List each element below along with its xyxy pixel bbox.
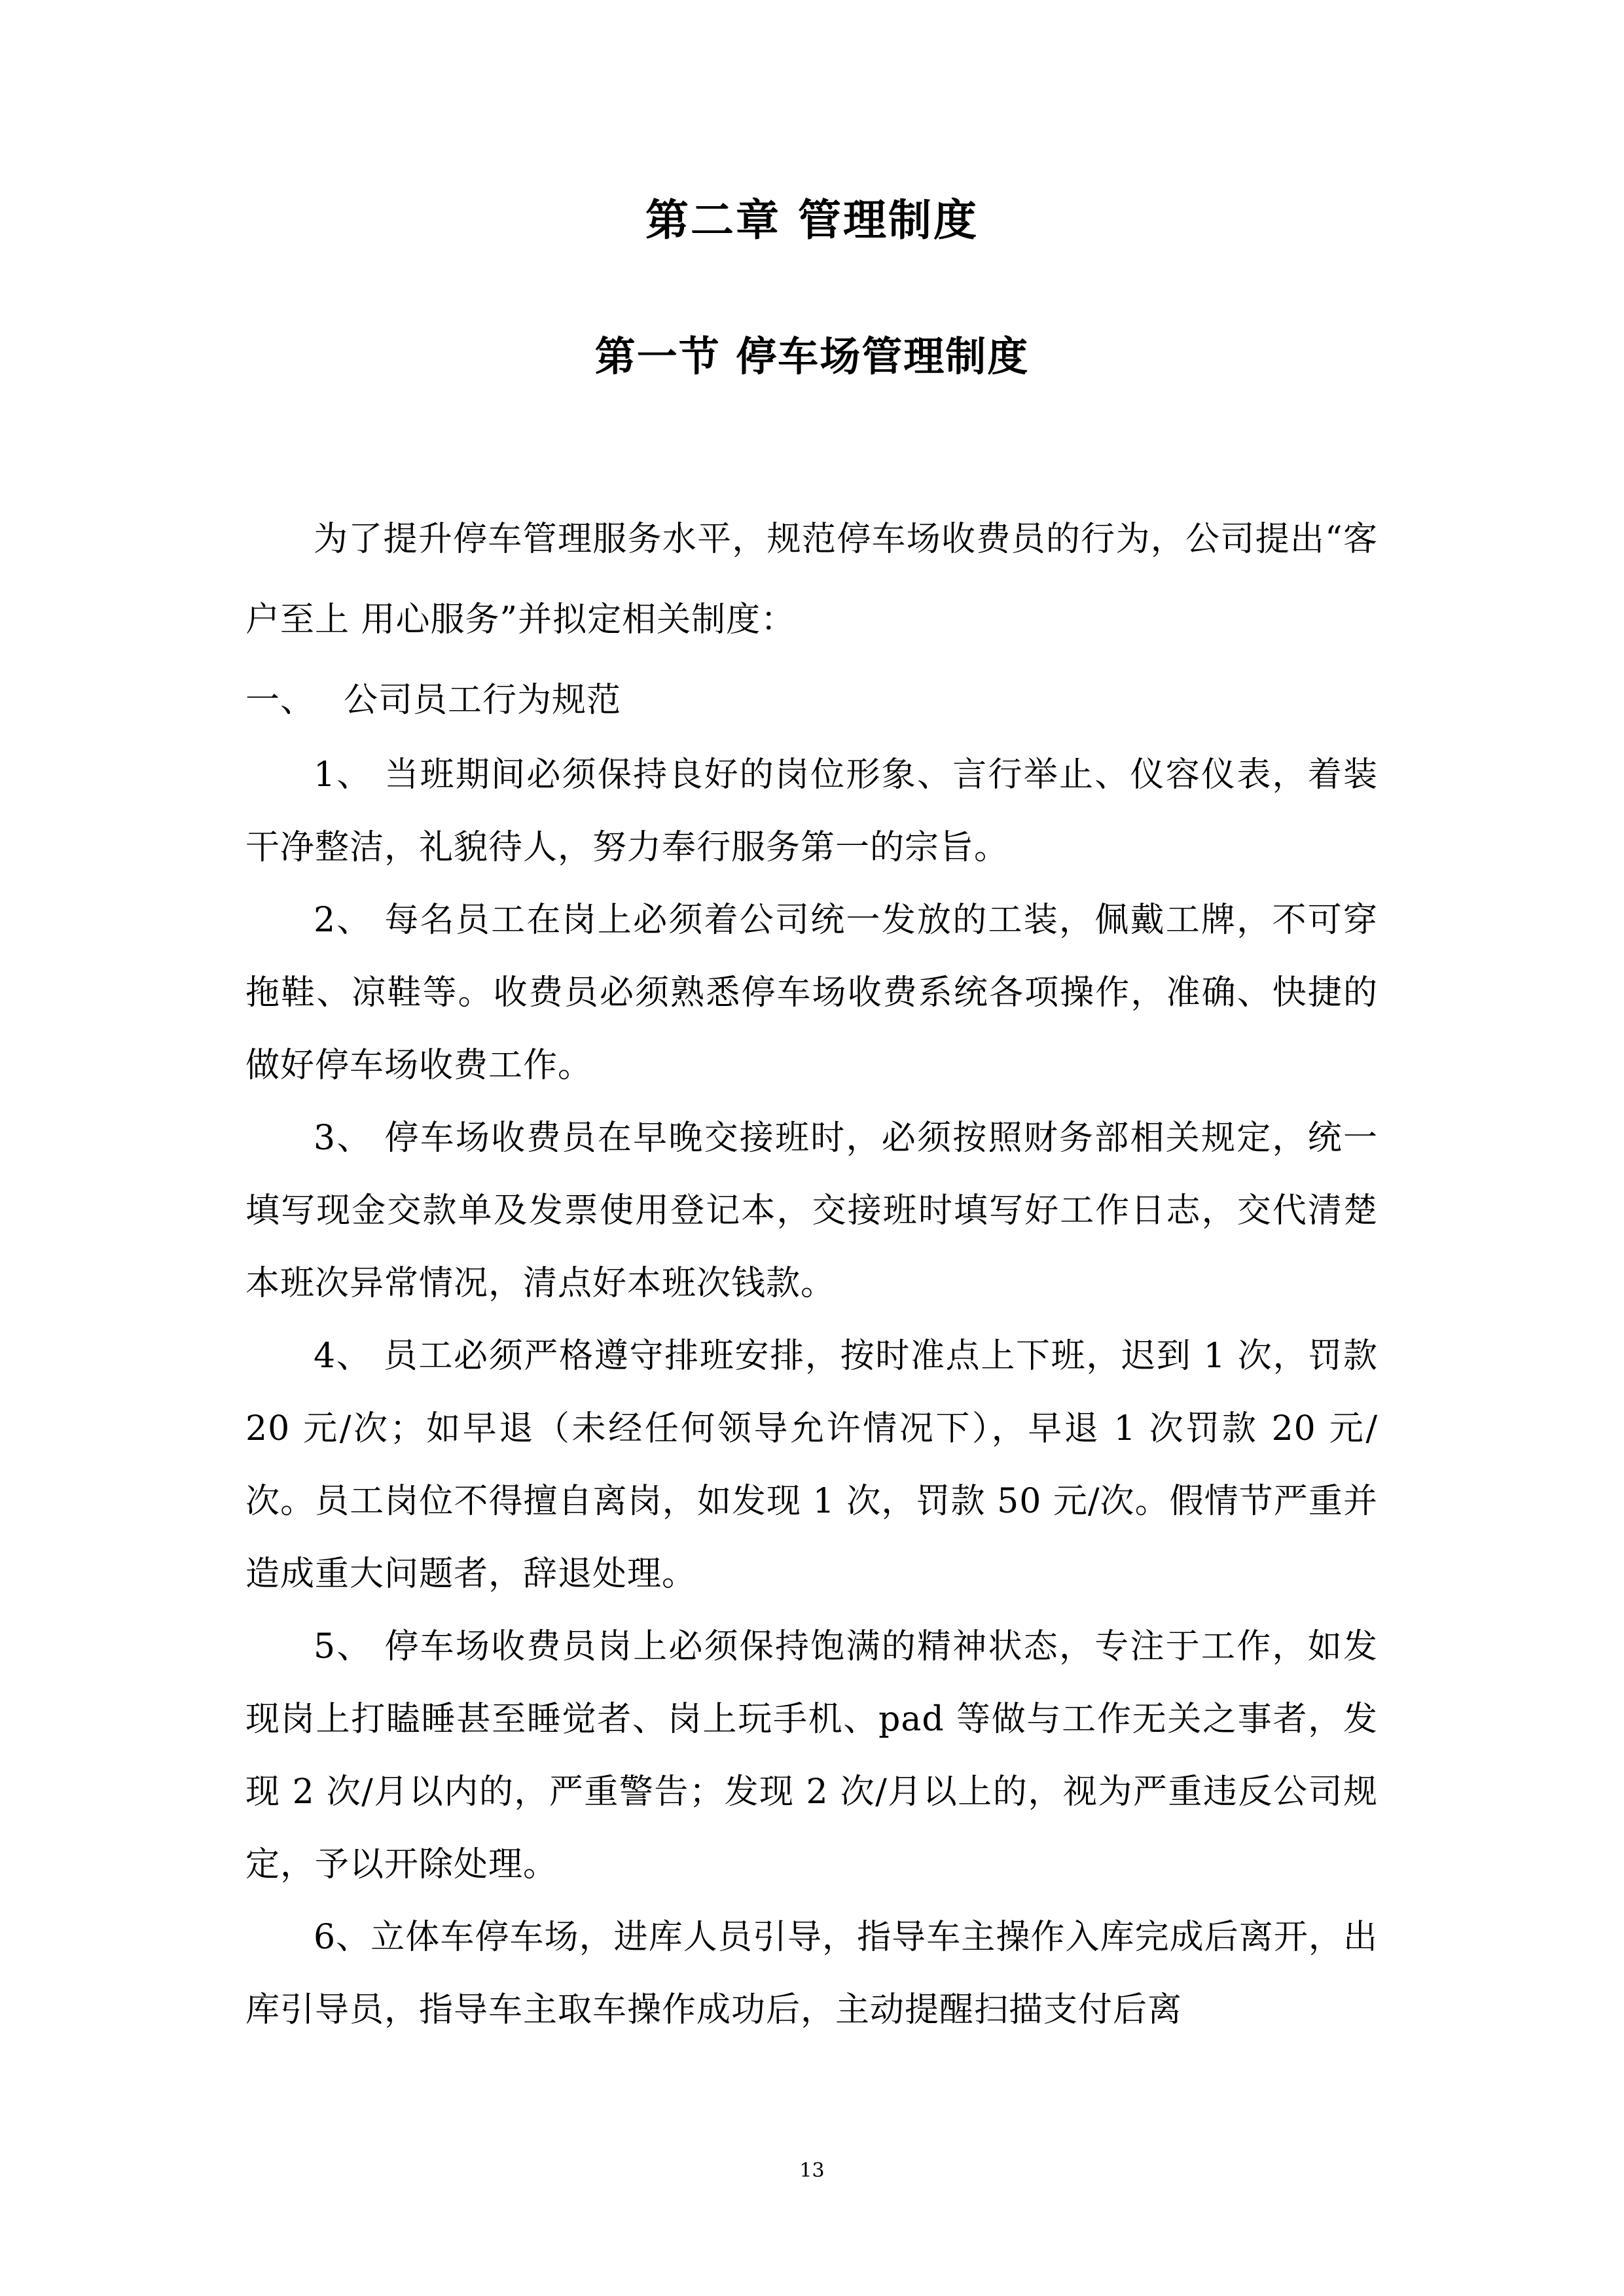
chapter-title: 第二章 管理制度 (645, 195, 979, 245)
intro-paragraph: 为了提升停车管理服务水平，规范停车场收费员的行为，公司提出“客户至上 用心服务”并拟定相关制度： (245, 520, 1378, 639)
rule-item-5: 5、 停车场收费员岗上必须保持饱满的精神状态，专注于工作，如发现岗上打瞌睡甚至睡觉者、岗上玩手机、pad 等做与工作无关之事者，发现 2 次/月以内的，严重警告；发现 2 次/月以上的，视为严重违反公司规定，予以开除处理。 (245, 1627, 1378, 1884)
part-one-title: 公司员工行为规范 (344, 681, 622, 720)
page-number: 13 (799, 2159, 825, 2182)
rule-item-6: 6、立体车停车场，进库人员引导，指导车主操作入库完成后离开，出库引导员，指导车主取车操作成功后，主动提醒扫描支付后离 (245, 1918, 1378, 2030)
part-one-heading (245, 674, 621, 726)
part-one-number: 一、 (245, 681, 316, 720)
rule-item-1: 1、 当班期间必须保持良好的岗位形象、言行举止、仪容仪表，着装干净整洁，礼貌待人，努力奉行服务第一的宗旨。 (245, 755, 1378, 867)
rule-item-3: 3、 停车场收费员在早晚交接班时，必须按照财务部相关规定，统一填写现金交款单及发票使用登记本，交接班时填写好工作日志，交代清楚本班次异常情况，清点好本班次钱款。 (245, 1119, 1378, 1303)
section-title: 第一节 停车场管理制度 (594, 332, 1030, 380)
rules-list (245, 739, 1378, 2047)
rule-item-4: 4、 员工必须严格遵守排班安排，按时准点上下班，迟到 1 次，罚款 20 元/次；如早退（未经任何领导允许情况下），早退 1 次罚款 20 元/次。员工岗位不得擅自离岗，如发现 1 次，罚款 50 元/次。假情节严重并造成重大问题者，辞退处理。 (245, 1336, 1378, 1594)
rule-item-2: 2、 每名员工在岗上必须着公司统一发放的工装，佩戴工牌，不可穿拖鞋、凉鞋等。收费员必须熟悉停车场收费系统各项操作，准确、快捷的做好停车场收费工作。 (245, 901, 1378, 1085)
